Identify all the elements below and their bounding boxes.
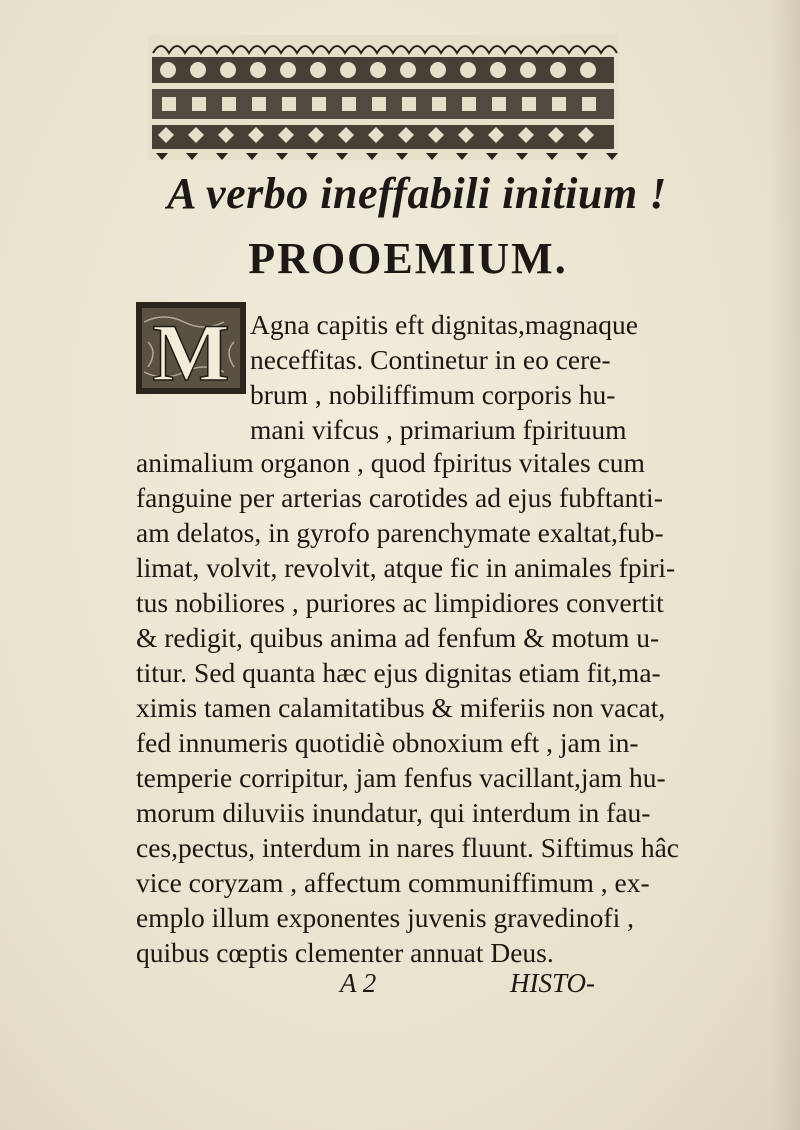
text-line: animalium organon , quod fpiritus vitales cum: [136, 447, 645, 478]
text-line: mani vifcus , primarium fpirituum: [250, 414, 627, 445]
decorated-initial: [136, 302, 246, 394]
text-line: ces,pectus, interdum in nares fluunt. Siftimus hâc: [136, 832, 680, 863]
text-line: fanguine per arterias carotides ad ejus fubftanti-: [136, 482, 663, 513]
motto-heading: A verbo ineffabili initium !: [167, 169, 667, 218]
text-line: limat, volvit, revolvit, atque fic in animales fpiri-: [136, 552, 676, 583]
text-line: fed innumeris quotidiè obnoxium eft , jam in-: [136, 727, 639, 758]
text-line: brum , nobiliffimum corporis hu-: [250, 379, 616, 410]
initial-letter: M: [152, 307, 230, 394]
page-edge-shadow: [770, 0, 800, 1130]
text-line: temperie corripitur, jam fenfus vacillant,jam hu-: [136, 762, 666, 793]
headpiece-ornament: [148, 35, 618, 160]
text-line: tus nobiliores , puriores ac limpidiores convertit: [136, 587, 664, 618]
text-line: neceffitas. Continetur in eo cere-: [250, 344, 611, 375]
text-line: vice coryzam , affectum communiffimum , ex-: [136, 867, 650, 898]
text-line: Agna capitis eft dignitas,magnaque: [250, 309, 638, 340]
text-line: ximis tamen calamitatibus & miferiis non vacat,: [136, 692, 666, 723]
text-line: morum diluviis inundatur, qui interdum in fau-: [136, 797, 651, 828]
text-line: & redigit, quibus anima ad fenfum & motum u-: [136, 622, 660, 653]
text-line: quibus cœptis clementer annuat Deus.: [136, 937, 554, 968]
section-title: PROOEMIUM.: [248, 234, 568, 283]
text-line: am delatos, in gyrofo parenchymate exaltat,fub-: [136, 517, 664, 548]
catchword: HISTO-: [510, 968, 596, 998]
text-line: emplo illum exponentes juvenis gravedinofi ,: [136, 902, 634, 933]
text-line: titur. Sed quanta hæc ejus dignitas etiam fit,ma-: [136, 657, 661, 688]
signature-mark: A 2: [340, 968, 377, 998]
